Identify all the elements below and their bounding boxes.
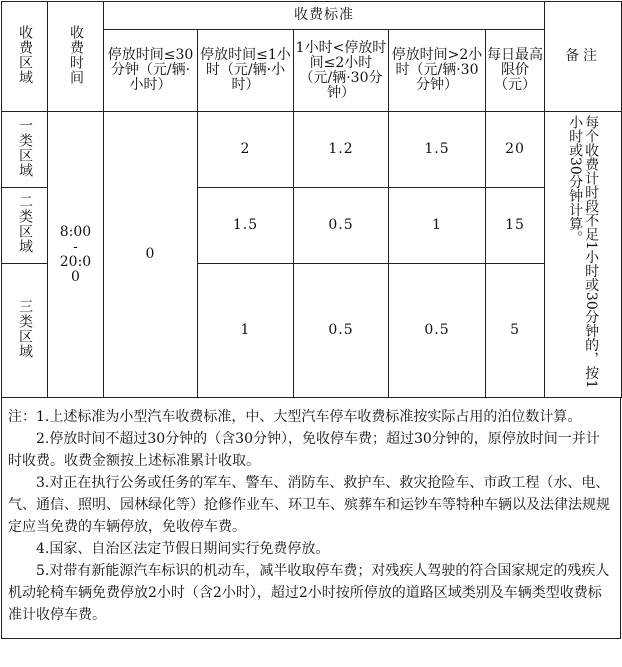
col-first30-header: 停放时间≤30分钟（元/辆·小时）	[104, 30, 198, 112]
fee-document	[1, 1, 621, 665]
col-1to2h-header: 1小时<停放时间≤2小时（元/辆·30分钟）	[294, 30, 389, 112]
max-cell: 15	[486, 188, 545, 264]
h1to2-cell: 0.5	[294, 188, 389, 264]
time-cell: 8:00 - 20:0 0	[48, 112, 104, 398]
zone-cell: 三类区域	[2, 264, 48, 398]
le1h-cell: 1.5	[198, 188, 294, 264]
time-header: 收费时间	[48, 2, 104, 112]
max-cell: 5	[486, 264, 545, 398]
parking-fee-table	[1, 1, 622, 398]
note-4: 4.国家、自治区法定节假日期间实行免费停放。	[36, 541, 330, 557]
gt2h-cell: 1.5	[389, 112, 486, 188]
gt2h-cell: 1	[389, 188, 486, 264]
h1to2-cell: 1.2	[294, 112, 389, 188]
gt2h-cell: 0.5	[389, 264, 486, 398]
zone-cell: 一类区域	[2, 112, 48, 188]
zone-cell: 二类区域	[2, 188, 48, 264]
max-cell: 20	[486, 112, 545, 188]
le1h-cell: 1	[198, 264, 294, 398]
standard-header: 收费标准	[104, 2, 545, 30]
remark-header: 备注	[545, 2, 622, 112]
col-max-header: 每日最高限价（元）	[486, 30, 545, 112]
col-gt2h-header: 停放时间>2小时（元/辆·30分钟）	[389, 30, 486, 112]
remark-cell: 每个收费计时段不足1小时或30分钟的，按1小时或30分钟计算。	[545, 112, 622, 398]
col-le1h-header: 停放时间≤1小时（元/辆·小时）	[198, 30, 294, 112]
h1to2-cell: 0.5	[294, 264, 389, 398]
note-2: 2.停放时间不超过30分钟的（含30分钟），免收停车费；超过30分钟的，原停放时间一并计时收费。收费金额按上述标准累计收取。	[8, 431, 600, 469]
note-5: 5.对带有新能源汽车标识的机动车，减半收取停车费；对残疾人驾驶的符合国家规定的残疾人机动轮椅车辆免费停放2小时（含2小时），超过2小时按所停放的道路区域类别及车辆类型收费标准计收停车费。	[8, 563, 610, 623]
note-1: 注：1.上述标准为小型汽车收费标准，中、大型汽车停车收费标准按实际占用的泊位数计算。	[8, 409, 582, 425]
zone-header: 收费区域	[2, 2, 48, 112]
notes-section	[1, 398, 621, 639]
note-3: 3.对正在执行公务或任务的军车、警车、消防车、救护车、救灾抢险车、市政工程（水、电、气、通信、照明、园林绿化等）抢修作业车、环卫车、殡葬车和运钞车等特种车辆以及法律法规规定应当免费的车辆停放，免收停车费。	[8, 475, 610, 535]
table-row	[2, 112, 622, 188]
le1h-cell: 2	[198, 112, 294, 188]
first30-cell: 0	[104, 112, 198, 398]
